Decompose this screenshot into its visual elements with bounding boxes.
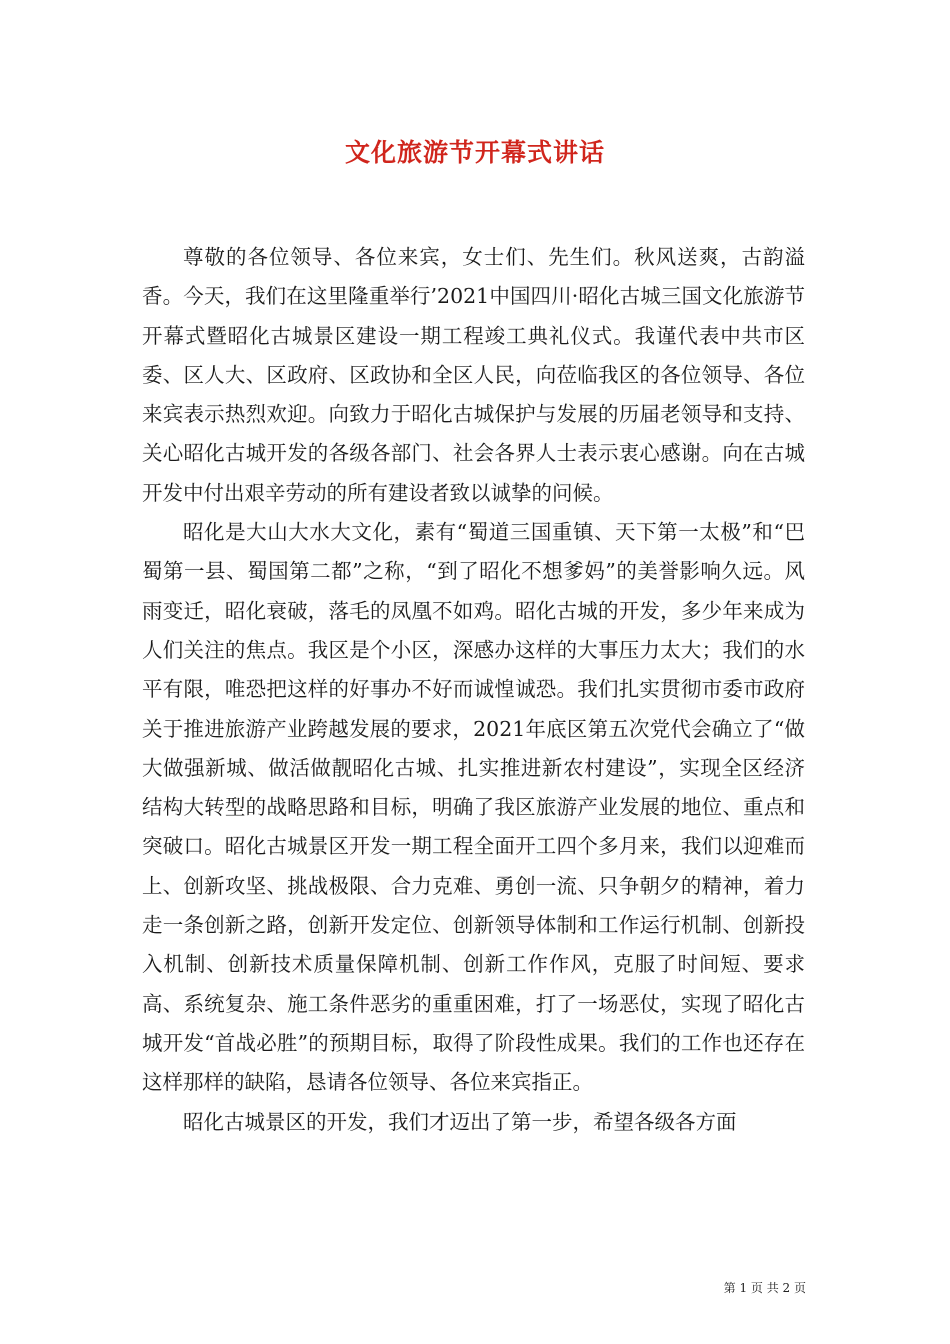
page-number: 第 1 页 共 2 页 (723, 1281, 806, 1295)
paragraph-1: 尊敬的各位领导、各位来宾，女士们、先生们。秋风送爽，古韵溢香。今天，我们在这里隆重举行’2021中国四川·昭化古城三国文化旅游节开幕式暨昭化古城景区建设一期工程竣工典礼仪式。我谨代表中共市区委、区人大、区政府、区政协和全区人民，向莅临我区的各位领导、各位来宾表示热烈欢迎。向致力于昭化古城保护与发展的历届老领导和支持、关心昭化古城开发的各级各部门、社会各界人士表示衷心感谢。向在古城开发中付出艰辛劳动的所有建设者致以诚挚的问候。 (142, 245, 805, 505)
document-title: 文化旅游节开幕式讲话 (344, 138, 605, 167)
document-body (142, 238, 805, 1142)
paragraph-3: 昭化古城景区的开发，我们才迈出了第一步，希望各级各方面 (183, 1109, 737, 1134)
paragraph-2: 昭化是大山大水大文化，素有“蜀道三国重镇、天下第一太极”和“巴蜀第一县、蜀国第二都”之称，“到了昭化不想爹妈”的美誉影响久远。风雨变迁，昭化衰破，落毛的凤凰不如鸡。昭化古城的开发，多少年来成为人们关注的焦点。我区是个小区，深感办这样的大事压力太大；我们的水平有限，唯恐把这样的好事办不好而诚惶诚恐。我们扎实贯彻市委市政府关于推进旅游产业跨越发展的要求，2021年底区第五次党代会确立了“做大做强新城、做活做靓昭化古城、扎实推进新农村建设”，实现全区经济结构大转型的战略思路和目标，明确了我区旅游产业发展的地位、重点和突破口。昭化古城景区开发一期工程全面开工四个多月来，我们以迎难而上、创新攻坚、挑战极限、合力克难、勇创一流、只争朝夕的精神，着力走一条创新之路，创新开发定位、创新领导体制和工作运行机制、创新投入机制、创新技术质量保障机制、创新工作作风，克服了时间短、要求高、系统复杂、施工条件恶劣的重重困难，打了一场恶仗，实现了昭化古城开发“首战必胜”的预期目标，取得了阶段性成果。我们的工作也还存在这样那样的缺陷，恳请各位领导、各位来宾指正。 (142, 520, 805, 1095)
